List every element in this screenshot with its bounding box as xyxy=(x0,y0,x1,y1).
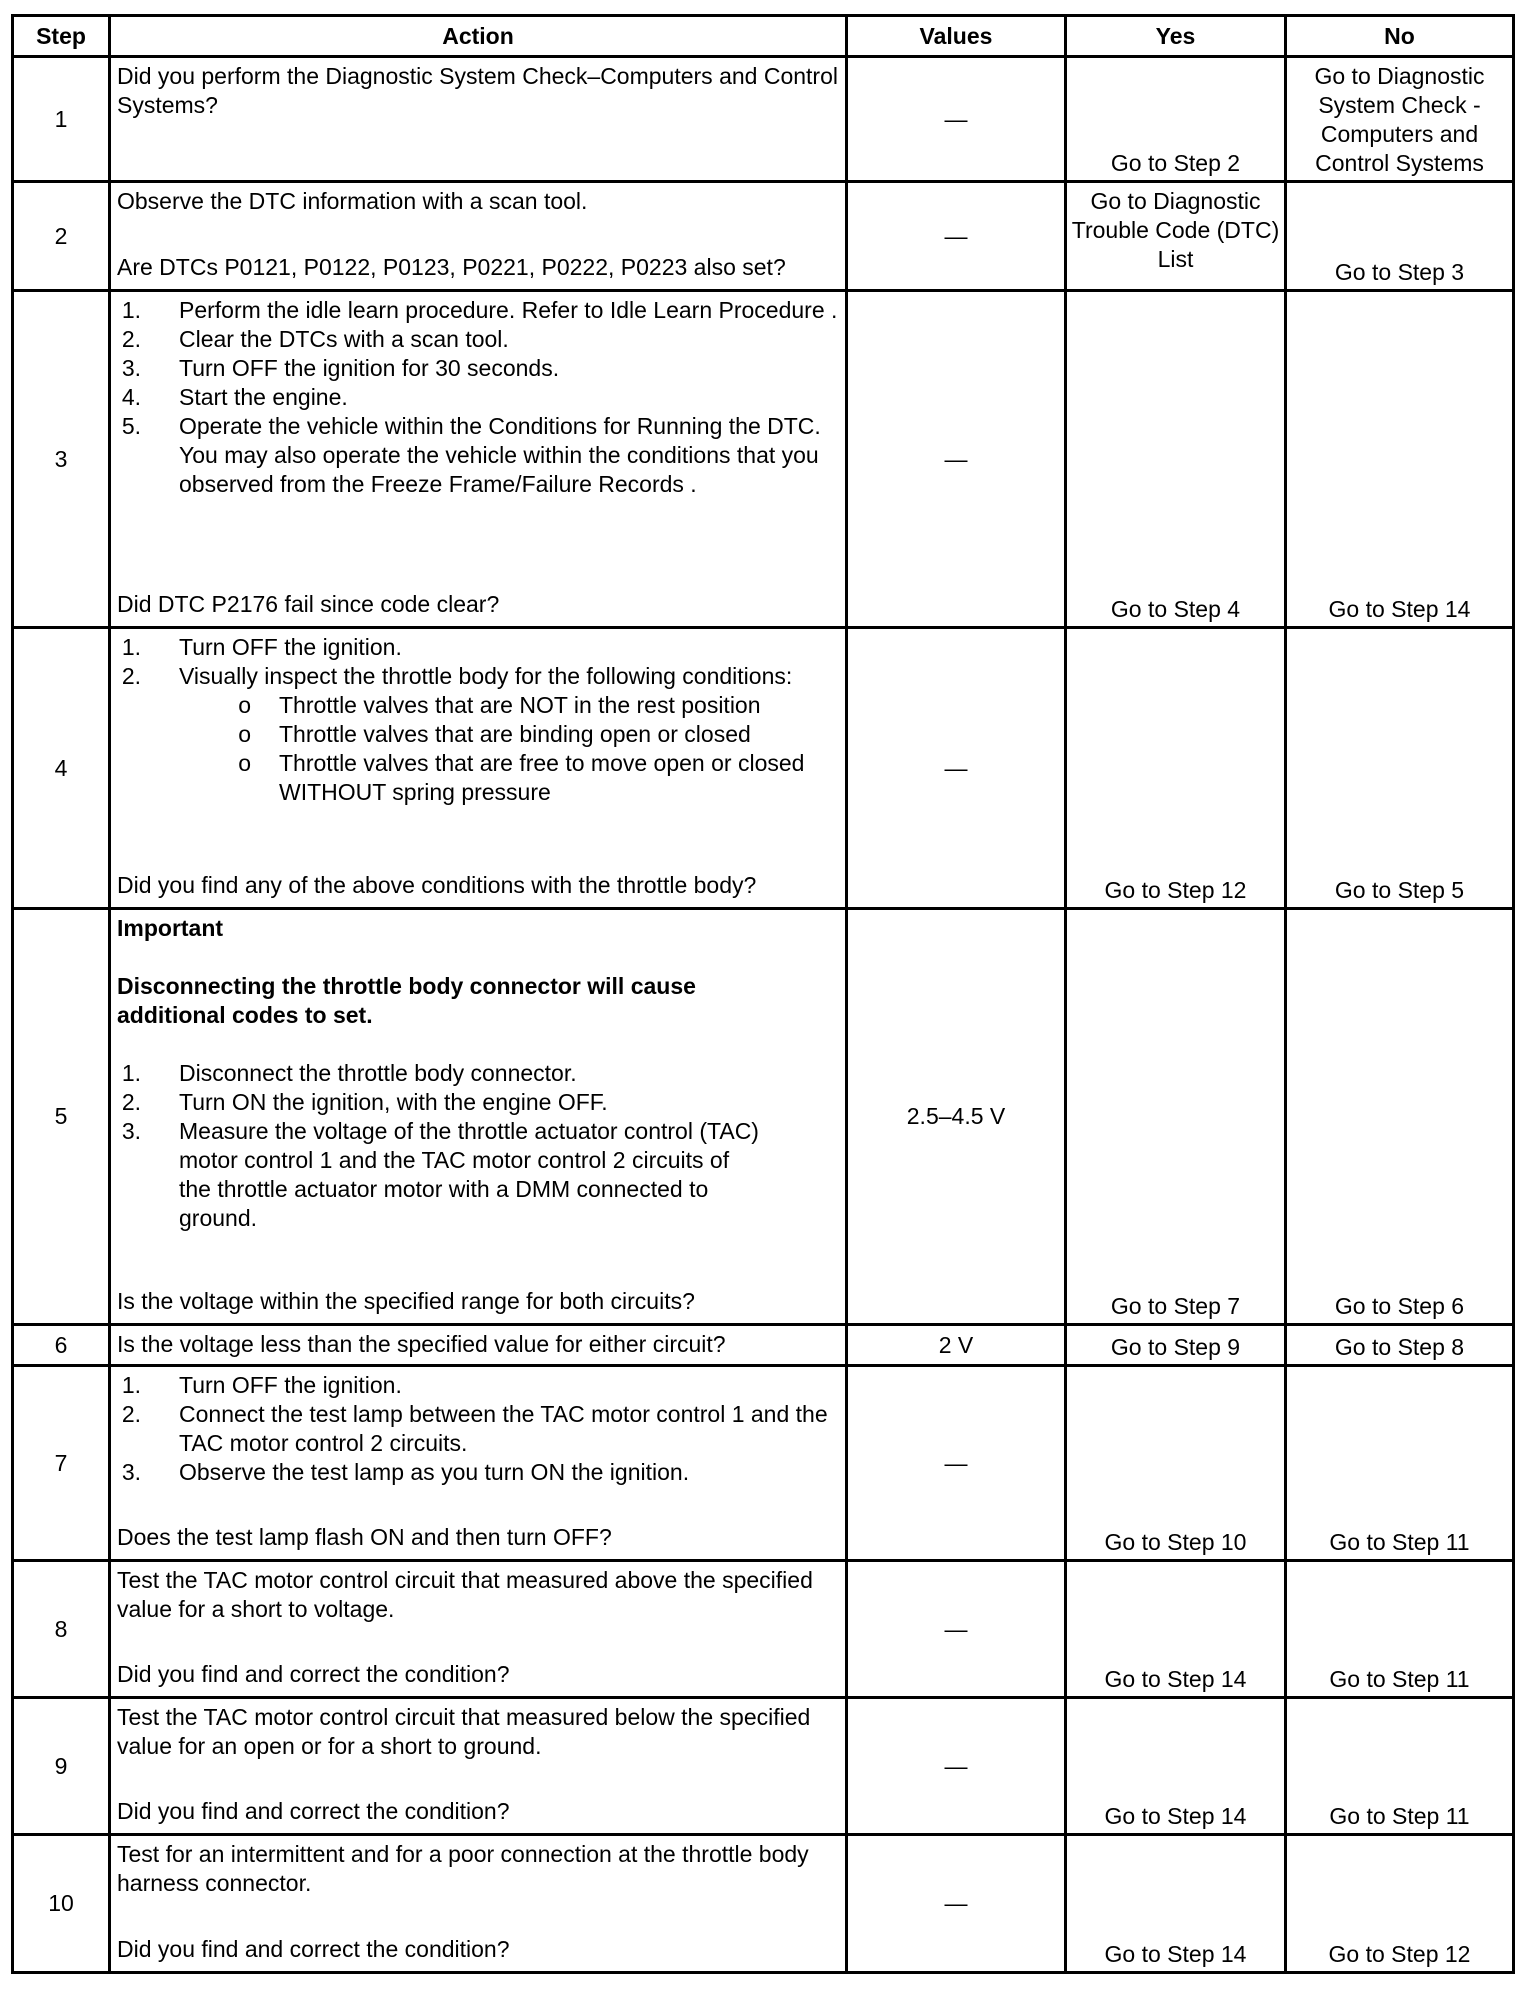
yes-cell: Go to Diagnostic Trouble Code (DTC) List xyxy=(1066,182,1286,291)
value-cell: — xyxy=(847,1698,1066,1835)
table-row xyxy=(13,182,1514,291)
header-row xyxy=(13,16,1514,57)
action-question: Is the voltage less than the specified value for either circuit? xyxy=(117,1331,726,1357)
action-question: Does the test lamp flash ON and then turn OFF? xyxy=(117,1524,612,1550)
value-cell: — xyxy=(847,1561,1066,1698)
list-item: 4. Start the engine. xyxy=(121,384,348,410)
list-item: 2. Connect the test lamp between the TAC motor control 1 and the TAC motor control 2 circuits. xyxy=(121,1401,828,1456)
action-question: Did you perform the Diagnostic System Check–Computers and Control Systems? xyxy=(117,63,838,118)
list-item: 2. Visually inspect the throttle body for the following conditions: xyxy=(121,663,793,689)
action-intro: Test the TAC motor control circuit that measured above the specified value for a short to voltage. xyxy=(117,1567,813,1622)
yes-cell: Go to Step 14 xyxy=(1066,1835,1286,1973)
action-question: Is the voltage within the specified range for both circuits? xyxy=(117,1288,695,1314)
header-step: Step xyxy=(13,16,110,57)
no-cell: Go to Step 11 xyxy=(1286,1366,1514,1561)
no-cell: Go to Step 11 xyxy=(1286,1561,1514,1698)
procedure-list xyxy=(117,1059,839,1233)
action-intro: Observe the DTC information with a scan tool. xyxy=(117,188,588,214)
table-row xyxy=(13,1561,1514,1698)
action-question: Did you find and correct the condition? xyxy=(117,1936,510,1962)
table-row xyxy=(13,909,1514,1325)
list-item: o Throttle valves that are binding open or closed xyxy=(238,721,751,747)
header-values: Values xyxy=(847,16,1066,57)
no-cell: Go to Step 14 xyxy=(1286,291,1514,628)
list-item: 5. Operate the vehicle within the Conditions for Running the DTC. You may also operate the vehicle within the conditions that you observed from the Freeze Frame/Failure Records . xyxy=(121,413,821,497)
no-cell: Go to Diagnostic System Check - Computers and Control Systems xyxy=(1286,57,1514,182)
step-number: 2 xyxy=(13,182,110,291)
table-row xyxy=(13,1366,1514,1561)
list-item: 3. Observe the test lamp as you turn ON the ignition. xyxy=(121,1459,690,1485)
list-item: 2. Turn ON the ignition, with the engine OFF. xyxy=(121,1089,608,1115)
action-cell xyxy=(110,57,847,182)
procedure-list xyxy=(117,296,839,499)
action-question: Are DTCs P0121, P0122, P0123, P0221, P0222, P0223 also set? xyxy=(117,254,786,280)
important-note: Disconnecting the throttle body connector will cause additional codes to set. xyxy=(117,973,696,1028)
yes-cell: Go to Step 10 xyxy=(1066,1366,1286,1561)
step-number: 9 xyxy=(13,1698,110,1835)
step-number: 1 xyxy=(13,57,110,182)
no-cell: Go to Step 11 xyxy=(1286,1698,1514,1835)
value-cell: — xyxy=(847,291,1066,628)
value-cell: — xyxy=(847,628,1066,909)
value-cell: 2 V xyxy=(847,1325,1066,1366)
yes-cell: Go to Step 4 xyxy=(1066,291,1286,628)
value-cell: — xyxy=(847,1366,1066,1561)
action-question: Did you find and correct the condition? xyxy=(117,1661,510,1687)
table-row xyxy=(13,628,1514,909)
action-cell xyxy=(110,1366,847,1561)
yes-cell: Go to Step 2 xyxy=(1066,57,1286,182)
list-item: 3. Measure the voltage of the throttle actuator control (TAC) motor control 1 and the TAC motor control 2 circuits of the throttle actuator motor with a DMM connected to ground. xyxy=(121,1118,759,1231)
action-intro: Test for an intermittent and for a poor connection at the throttle body harness connector. xyxy=(117,1841,809,1896)
action-cell xyxy=(110,291,847,628)
list-item: 1. Perform the idle learn procedure. Refer to Idle Learn Procedure . xyxy=(121,297,838,323)
action-cell xyxy=(110,182,847,291)
yes-cell: Go to Step 14 xyxy=(1066,1698,1286,1835)
no-cell: Go to Step 8 xyxy=(1286,1325,1514,1366)
header-no: No xyxy=(1286,16,1514,57)
value-cell: 2.5–4.5 V xyxy=(847,909,1066,1325)
action-cell xyxy=(110,909,847,1325)
list-item: 1. Turn OFF the ignition. xyxy=(121,634,402,660)
step-number: 5 xyxy=(13,909,110,1325)
step-number: 4 xyxy=(13,628,110,909)
header-action: Action xyxy=(110,16,847,57)
list-item: o Throttle valves that are free to move open or closed WITHOUT spring pressure xyxy=(238,750,805,805)
action-cell xyxy=(110,1835,847,1973)
no-cell: Go to Step 6 xyxy=(1286,909,1514,1325)
action-question: Did DTC P2176 fail since code clear? xyxy=(117,591,500,617)
list-item: 1. Disconnect the throttle body connector. xyxy=(121,1060,577,1086)
no-cell: Go to Step 3 xyxy=(1286,182,1514,291)
list-item: 3. Turn OFF the ignition for 30 seconds. xyxy=(121,355,560,381)
procedure-list xyxy=(117,1371,839,1487)
action-cell xyxy=(110,1325,847,1366)
header-yes: Yes xyxy=(1066,16,1286,57)
no-cell: Go to Step 12 xyxy=(1286,1835,1514,1973)
action-question: Did you find and correct the condition? xyxy=(117,1798,510,1824)
action-cell xyxy=(110,1561,847,1698)
value-cell: — xyxy=(847,1835,1066,1973)
table-row xyxy=(13,1325,1514,1366)
list-item: 1. Turn OFF the ignition. xyxy=(121,1372,402,1398)
step-number: 10 xyxy=(13,1835,110,1973)
step-number: 6 xyxy=(13,1325,110,1366)
action-cell xyxy=(110,1698,847,1835)
yes-cell: Go to Step 9 xyxy=(1066,1325,1286,1366)
list-item: o Throttle valves that are NOT in the rest position xyxy=(238,692,761,718)
table-row xyxy=(13,291,1514,628)
procedure-list xyxy=(117,633,839,691)
value-cell: — xyxy=(847,182,1066,291)
condition-list xyxy=(217,691,839,807)
yes-cell: Go to Step 12 xyxy=(1066,628,1286,909)
step-number: 8 xyxy=(13,1561,110,1698)
table-row xyxy=(13,1835,1514,1973)
step-number: 3 xyxy=(13,291,110,628)
yes-cell: Go to Step 7 xyxy=(1066,909,1286,1325)
action-cell xyxy=(110,628,847,909)
list-item: 2. Clear the DTCs with a scan tool. xyxy=(121,326,509,352)
diagnostic-table xyxy=(11,14,1515,1974)
table-row xyxy=(13,57,1514,182)
step-number: 7 xyxy=(13,1366,110,1561)
important-heading: Important xyxy=(117,915,224,941)
action-intro: Test the TAC motor control circuit that measured below the specified value for an open or for a short to ground. xyxy=(117,1704,811,1759)
action-question: Did you find any of the above conditions with the throttle body? xyxy=(117,872,757,898)
value-cell: — xyxy=(847,57,1066,182)
no-cell: Go to Step 5 xyxy=(1286,628,1514,909)
table-row xyxy=(13,1698,1514,1835)
yes-cell: Go to Step 14 xyxy=(1066,1561,1286,1698)
